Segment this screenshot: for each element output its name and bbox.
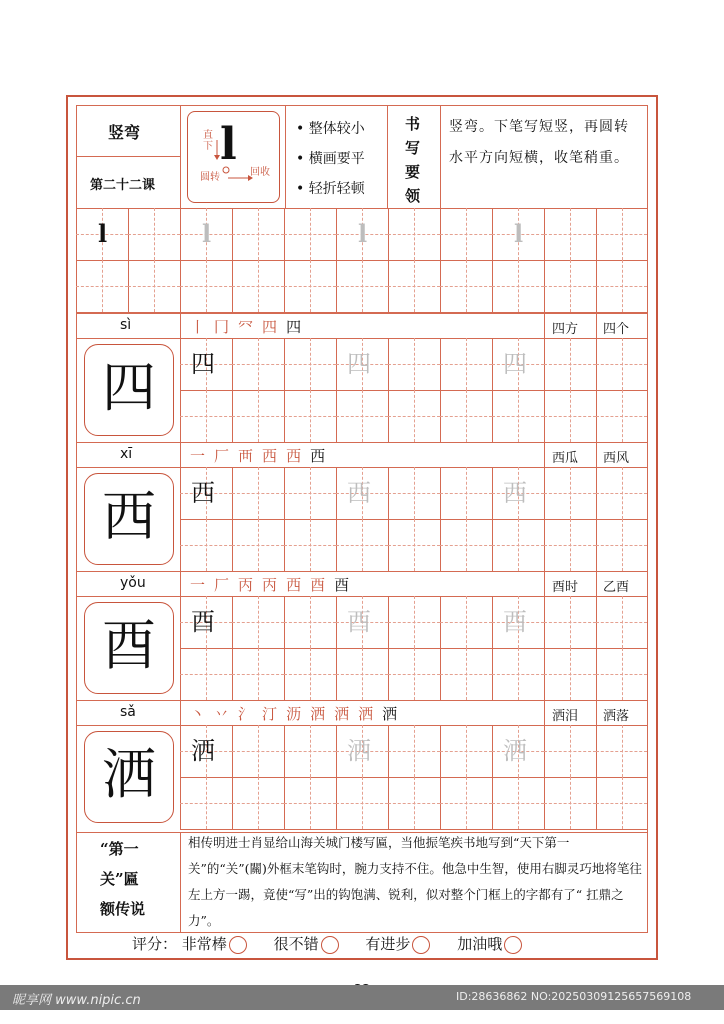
practice-cell[interactable] bbox=[544, 390, 596, 442]
stroke-practice-cell[interactable] bbox=[128, 260, 180, 312]
stroke-order-step: 酉 bbox=[334, 576, 350, 594]
practice-cell[interactable] bbox=[388, 777, 440, 829]
model-character: 酉 bbox=[102, 614, 156, 677]
practice-cell[interactable] bbox=[284, 519, 336, 571]
stroke-practice-glyph: l bbox=[98, 219, 108, 248]
practice-cell[interactable] bbox=[284, 390, 336, 442]
trace-character: 西 bbox=[503, 479, 527, 507]
practice-cell[interactable] bbox=[596, 725, 647, 777]
stroke-practice-glyph: l bbox=[514, 219, 524, 248]
story-text: 相传明进士肖显给山海关城门楼写匾，当他振笔疾书地写到“天下第一关”的“关”(關)外框末笔钩时，腕力支持不住。他急中生智，使用右脚灵巧地将笔往左上方一踢，竟使“写”出的钩饱满、锐利，似对整个门框上的字都有了“ 扛鼎之力”。 bbox=[188, 835, 642, 928]
rating-option-4[interactable]: 加油哦 bbox=[457, 935, 522, 953]
practice-cell[interactable] bbox=[180, 390, 232, 442]
stroke-order-step: 一 bbox=[190, 447, 206, 465]
rating-circle-icon[interactable] bbox=[321, 936, 339, 954]
sample-character: 四 bbox=[191, 350, 215, 378]
vocab-word: 四个 bbox=[603, 322, 630, 337]
trace-character: 洒 bbox=[347, 737, 371, 765]
char-pinyin: xī bbox=[120, 446, 133, 462]
stroke-guide-glyph: l bbox=[220, 119, 237, 170]
rating-option-2[interactable]: 很不错 bbox=[274, 935, 339, 953]
rating-circle-icon[interactable] bbox=[229, 936, 247, 954]
stroke-order-step: 酉 bbox=[310, 576, 326, 594]
stroke-order-step: 丷 bbox=[214, 705, 230, 723]
rating-option-1[interactable]: 非常棒 bbox=[182, 935, 247, 953]
stroke-order-step: 厂 bbox=[214, 576, 230, 594]
practice-cell[interactable] bbox=[440, 519, 492, 571]
practice-cell[interactable] bbox=[284, 338, 336, 390]
stroke-order-step: 洒 bbox=[382, 705, 398, 723]
story-title-2: 关”匾 bbox=[100, 870, 139, 888]
stroke-practice-cell[interactable] bbox=[388, 260, 440, 312]
practice-cell[interactable] bbox=[336, 519, 388, 571]
stroke-practice-cell[interactable] bbox=[128, 208, 180, 260]
tip-3: • 轻折轻顿 bbox=[296, 181, 365, 197]
stroke-practice-cell[interactable] bbox=[388, 208, 440, 260]
guide-label-top: 直下 bbox=[203, 130, 213, 152]
stroke-practice-cell[interactable] bbox=[180, 260, 232, 312]
sample-character: 酉 bbox=[191, 608, 215, 636]
stroke-practice-cell[interactable] bbox=[284, 208, 336, 260]
stroke-order-sequence bbox=[190, 574, 358, 595]
vocab-word: 乙酉 bbox=[603, 580, 630, 595]
practice-cell[interactable] bbox=[284, 777, 336, 829]
practice-cell[interactable] bbox=[440, 596, 492, 648]
practice-cell[interactable] bbox=[440, 390, 492, 442]
practice-cell[interactable] bbox=[232, 390, 284, 442]
practice-cell[interactable] bbox=[544, 648, 596, 700]
points-title-2: 写 bbox=[405, 139, 421, 157]
trace-character: 四 bbox=[503, 350, 527, 378]
model-character: 西 bbox=[102, 485, 156, 548]
model-character: 洒 bbox=[102, 743, 156, 806]
practice-cell[interactable] bbox=[388, 519, 440, 571]
stroke-practice-cell[interactable] bbox=[76, 260, 128, 312]
guide-label-left: 圆转 bbox=[200, 172, 220, 183]
practice-cell[interactable] bbox=[232, 777, 284, 829]
stroke-practice-glyph: l bbox=[202, 219, 212, 248]
practice-cell[interactable] bbox=[336, 390, 388, 442]
practice-cell[interactable] bbox=[232, 467, 284, 519]
writing-description: 竖弯。下笔写短竖，再圆转水平方向短横，收笔稍重。 bbox=[449, 119, 629, 166]
stroke-order-step: 西 bbox=[286, 576, 302, 594]
rating-circle-icon[interactable] bbox=[504, 936, 522, 954]
practice-cell[interactable] bbox=[232, 338, 284, 390]
stroke-practice-cell[interactable] bbox=[336, 260, 388, 312]
practice-cell[interactable] bbox=[388, 338, 440, 390]
stroke-name: 竖弯 bbox=[108, 123, 141, 142]
stroke-practice-cell[interactable] bbox=[596, 208, 647, 260]
practice-cell[interactable] bbox=[388, 596, 440, 648]
trace-character: 四 bbox=[347, 350, 371, 378]
stroke-practice-cell[interactable] bbox=[232, 208, 284, 260]
practice-cell[interactable] bbox=[388, 467, 440, 519]
vocab-word: 西瓜 bbox=[552, 451, 579, 466]
char-pinyin: sì bbox=[120, 317, 132, 333]
rating-option-3[interactable]: 有进步 bbox=[365, 935, 430, 953]
stroke-order-step: 西 bbox=[286, 447, 302, 465]
char-pinyin: sǎ bbox=[120, 704, 136, 720]
vocab-word: 洒泪 bbox=[552, 709, 579, 724]
practice-cell[interactable] bbox=[336, 777, 388, 829]
stroke-order-step: 洒 bbox=[310, 705, 326, 723]
practice-cell[interactable] bbox=[440, 648, 492, 700]
stroke-order-step: 丙 bbox=[238, 576, 254, 594]
watermark-bar bbox=[0, 985, 724, 1010]
practice-cell[interactable] bbox=[388, 725, 440, 777]
vocab-word: 洒落 bbox=[603, 709, 630, 724]
points-title-1: 书 bbox=[405, 115, 421, 133]
stroke-direction-arrows-icon bbox=[210, 140, 260, 185]
rating-label: 评分： bbox=[132, 935, 178, 953]
practice-cell[interactable] bbox=[284, 725, 336, 777]
trace-character: 洒 bbox=[503, 737, 527, 765]
stroke-practice-cell[interactable] bbox=[440, 260, 492, 312]
practice-cell[interactable] bbox=[180, 519, 232, 571]
stroke-order-step: 丨 bbox=[190, 318, 206, 336]
practice-cell[interactable] bbox=[232, 519, 284, 571]
stroke-practice-cell[interactable] bbox=[596, 260, 647, 312]
stroke-order-step: 洒 bbox=[358, 705, 374, 723]
practice-cell[interactable] bbox=[596, 390, 647, 442]
practice-cell[interactable] bbox=[180, 648, 232, 700]
practice-cell[interactable] bbox=[440, 338, 492, 390]
watermark-site: 昵享网 www.nipic.cn bbox=[12, 993, 141, 1008]
practice-cell[interactable] bbox=[232, 725, 284, 777]
practice-cell[interactable] bbox=[492, 777, 544, 829]
rating-row bbox=[132, 933, 522, 954]
lesson-label: 第二十二课 bbox=[90, 178, 156, 193]
char-pinyin: yǒu bbox=[120, 575, 146, 591]
stroke-order-step: 厂 bbox=[214, 447, 230, 465]
stroke-practice-cell[interactable] bbox=[440, 208, 492, 260]
points-title-4: 领 bbox=[405, 187, 421, 205]
tip-1: • 整体较小 bbox=[296, 121, 365, 137]
stroke-order-step: 四 bbox=[286, 318, 302, 336]
stroke-order-step: 汀 bbox=[262, 705, 278, 723]
story-title-1: “第一 bbox=[100, 840, 139, 858]
trace-character: 酉 bbox=[503, 608, 527, 636]
practice-cell[interactable] bbox=[544, 725, 596, 777]
practice-cell[interactable] bbox=[492, 390, 544, 442]
stroke-order-step: 丙 bbox=[262, 576, 278, 594]
story-title-3: 额传说 bbox=[100, 900, 146, 918]
practice-cell[interactable] bbox=[492, 519, 544, 571]
trace-character: 西 bbox=[347, 479, 371, 507]
stroke-practice-cell[interactable] bbox=[544, 260, 596, 312]
vocab-word: 酉时 bbox=[552, 580, 579, 595]
stroke-practice-cell[interactable] bbox=[232, 260, 284, 312]
stroke-order-step: 西 bbox=[310, 447, 326, 465]
stroke-order-sequence bbox=[190, 703, 406, 724]
practice-cell[interactable] bbox=[544, 519, 596, 571]
stroke-order-step: 一 bbox=[190, 576, 206, 594]
stroke-order-step: 㓁 bbox=[238, 318, 254, 336]
vocab-word: 四方 bbox=[552, 322, 579, 337]
practice-cell[interactable] bbox=[284, 467, 336, 519]
practice-cell[interactable] bbox=[284, 596, 336, 648]
watermark-id: ID:28636862 NO:20250309125657569108 bbox=[456, 990, 692, 1003]
practice-cell[interactable] bbox=[596, 777, 647, 829]
practice-cell[interactable] bbox=[180, 777, 232, 829]
practice-cell[interactable] bbox=[440, 467, 492, 519]
practice-cell[interactable] bbox=[544, 777, 596, 829]
practice-cell[interactable] bbox=[596, 648, 647, 700]
stroke-order-sequence bbox=[190, 445, 334, 466]
practice-cell[interactable] bbox=[388, 648, 440, 700]
stroke-order-step: 氵 bbox=[238, 705, 254, 723]
rating-circle-icon[interactable] bbox=[412, 936, 430, 954]
practice-cell[interactable] bbox=[544, 467, 596, 519]
practice-cell[interactable] bbox=[596, 338, 647, 390]
stroke-practice-cell[interactable] bbox=[544, 208, 596, 260]
stroke-order-step: 洒 bbox=[334, 705, 350, 723]
stroke-order-sequence bbox=[190, 316, 310, 337]
practice-cell[interactable] bbox=[544, 596, 596, 648]
practice-cell[interactable] bbox=[232, 596, 284, 648]
practice-cell[interactable] bbox=[232, 648, 284, 700]
stroke-order-step: 四 bbox=[262, 318, 278, 336]
stroke-order-step: 襾 bbox=[238, 447, 254, 465]
practice-cell[interactable] bbox=[336, 648, 388, 700]
practice-cell[interactable] bbox=[544, 338, 596, 390]
sample-character: 西 bbox=[191, 479, 215, 507]
practice-cell[interactable] bbox=[596, 519, 647, 571]
practice-cell[interactable] bbox=[492, 648, 544, 700]
practice-cell[interactable] bbox=[596, 596, 647, 648]
practice-cell[interactable] bbox=[284, 648, 336, 700]
stroke-order-step: 冂 bbox=[214, 318, 230, 336]
stroke-order-step: 沥 bbox=[286, 705, 302, 723]
practice-cell[interactable] bbox=[440, 777, 492, 829]
practice-cell[interactable] bbox=[388, 390, 440, 442]
model-character: 四 bbox=[102, 356, 156, 419]
stroke-practice-cell[interactable] bbox=[492, 260, 544, 312]
practice-cell[interactable] bbox=[440, 725, 492, 777]
vocab-word: 西风 bbox=[603, 451, 630, 466]
stroke-practice-glyph: l bbox=[358, 219, 368, 248]
points-title-3: 要 bbox=[405, 163, 421, 181]
practice-cell[interactable] bbox=[596, 467, 647, 519]
stroke-order-step: 丶 bbox=[190, 705, 206, 723]
stroke-practice-cell[interactable] bbox=[284, 260, 336, 312]
guide-label-right: 回收 bbox=[250, 167, 270, 178]
stroke-order-step: 西 bbox=[262, 447, 278, 465]
tip-2: • 横画要平 bbox=[296, 151, 365, 167]
sample-character: 洒 bbox=[191, 737, 215, 765]
trace-character: 酉 bbox=[347, 608, 371, 636]
